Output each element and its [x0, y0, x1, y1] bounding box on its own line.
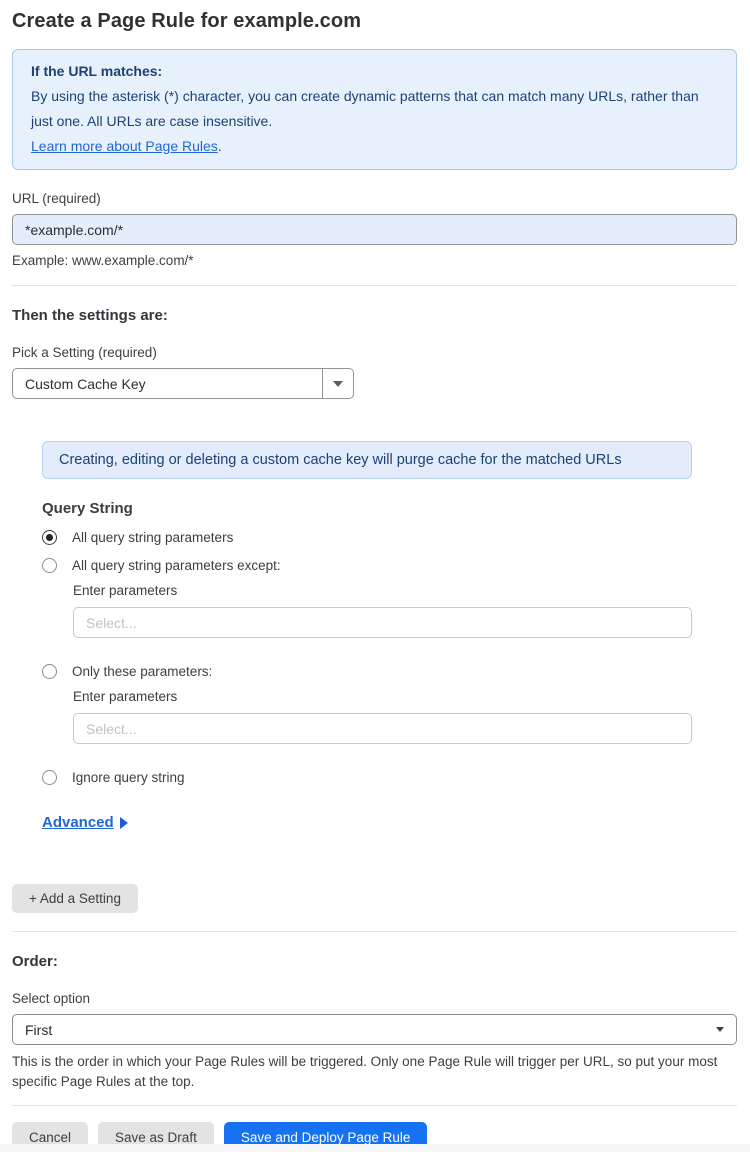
- setting-dropdown-arrow-button[interactable]: [322, 369, 353, 398]
- radio-only-these-params[interactable]: [42, 664, 737, 679]
- page-title: Create a Page Rule for example.com: [12, 10, 362, 32]
- order-heading: Order:: [12, 953, 58, 970]
- radio-icon: [42, 664, 57, 679]
- url-input[interactable]: [12, 214, 737, 245]
- custom-cache-key-panel: [42, 441, 737, 832]
- link-suffix: .: [217, 138, 222, 154]
- add-setting-button[interactable]: + Add a Setting: [12, 884, 138, 913]
- url-match-info-box: [12, 49, 737, 170]
- radio-all-query-params[interactable]: [42, 530, 737, 545]
- order-dropdown-value: First: [25, 1021, 53, 1038]
- chevron-down-icon: [333, 381, 343, 387]
- advanced-link[interactable]: Advanced: [42, 814, 114, 831]
- pick-setting-label: Pick a Setting (required): [12, 345, 157, 360]
- order-dropdown[interactable]: [12, 1014, 737, 1045]
- url-example-hint: Example: www.example.com/*: [12, 253, 194, 268]
- setting-dropdown[interactable]: [12, 368, 354, 399]
- only-params-field: [73, 689, 737, 744]
- enter-parameters-label: Enter parameters: [73, 689, 178, 704]
- radio-icon: [42, 558, 57, 573]
- order-help-text: This is the order in which your Page Rules will be triggered. Only one Page Rule will trigger per URL, so put your most specific Page Rules at the top.: [12, 1054, 718, 1089]
- enter-parameters-label: Enter parameters: [73, 583, 178, 598]
- info-box-body: By using the asterisk (*) character, you can create dynamic patterns that can match many URLs, rather than just one. All URLs are case insensitive.: [31, 88, 699, 129]
- chevron-down-icon: [716, 1027, 724, 1032]
- chevron-right-icon: [120, 817, 128, 829]
- only-params-input[interactable]: [73, 713, 692, 744]
- learn-more-link[interactable]: Learn more about Page Rules: [31, 138, 218, 154]
- order-select-label: Select option: [12, 991, 91, 1006]
- page-bottom-edge: [0, 1144, 750, 1152]
- radio-icon: [42, 770, 57, 785]
- info-box-heading: If the URL matches:: [31, 63, 163, 79]
- advanced-toggle[interactable]: [42, 814, 128, 831]
- settings-heading: Then the settings are:: [12, 307, 168, 324]
- setting-dropdown-value: Custom Cache Key: [25, 375, 146, 392]
- except-params-field: [73, 583, 737, 638]
- radio-all-params-except[interactable]: [42, 558, 737, 573]
- info-box-link-row: [31, 134, 718, 159]
- radio-label: Ignore query string: [72, 770, 185, 785]
- radio-label: All query string parameters: [72, 530, 234, 545]
- save-as-draft-button[interactable]: Save as Draft: [98, 1122, 214, 1152]
- radio-label: All query string parameters except:: [72, 558, 281, 573]
- query-string-heading: Query String: [42, 500, 133, 517]
- save-and-deploy-button[interactable]: Save and Deploy Page Rule: [224, 1122, 428, 1152]
- url-field-label: URL (required): [12, 191, 101, 206]
- radio-icon: [42, 530, 57, 545]
- radio-label: Only these parameters:: [72, 664, 213, 679]
- section-divider: [12, 931, 737, 932]
- footer-divider: [12, 1105, 737, 1106]
- section-divider: [12, 285, 737, 286]
- radio-ignore-query-string[interactable]: [42, 770, 737, 785]
- cache-purge-notice: Creating, editing or deleting a custom cache key will purge cache for the matched URLs: [42, 441, 692, 479]
- except-params-input[interactable]: [73, 607, 692, 638]
- cancel-button[interactable]: Cancel: [12, 1122, 88, 1152]
